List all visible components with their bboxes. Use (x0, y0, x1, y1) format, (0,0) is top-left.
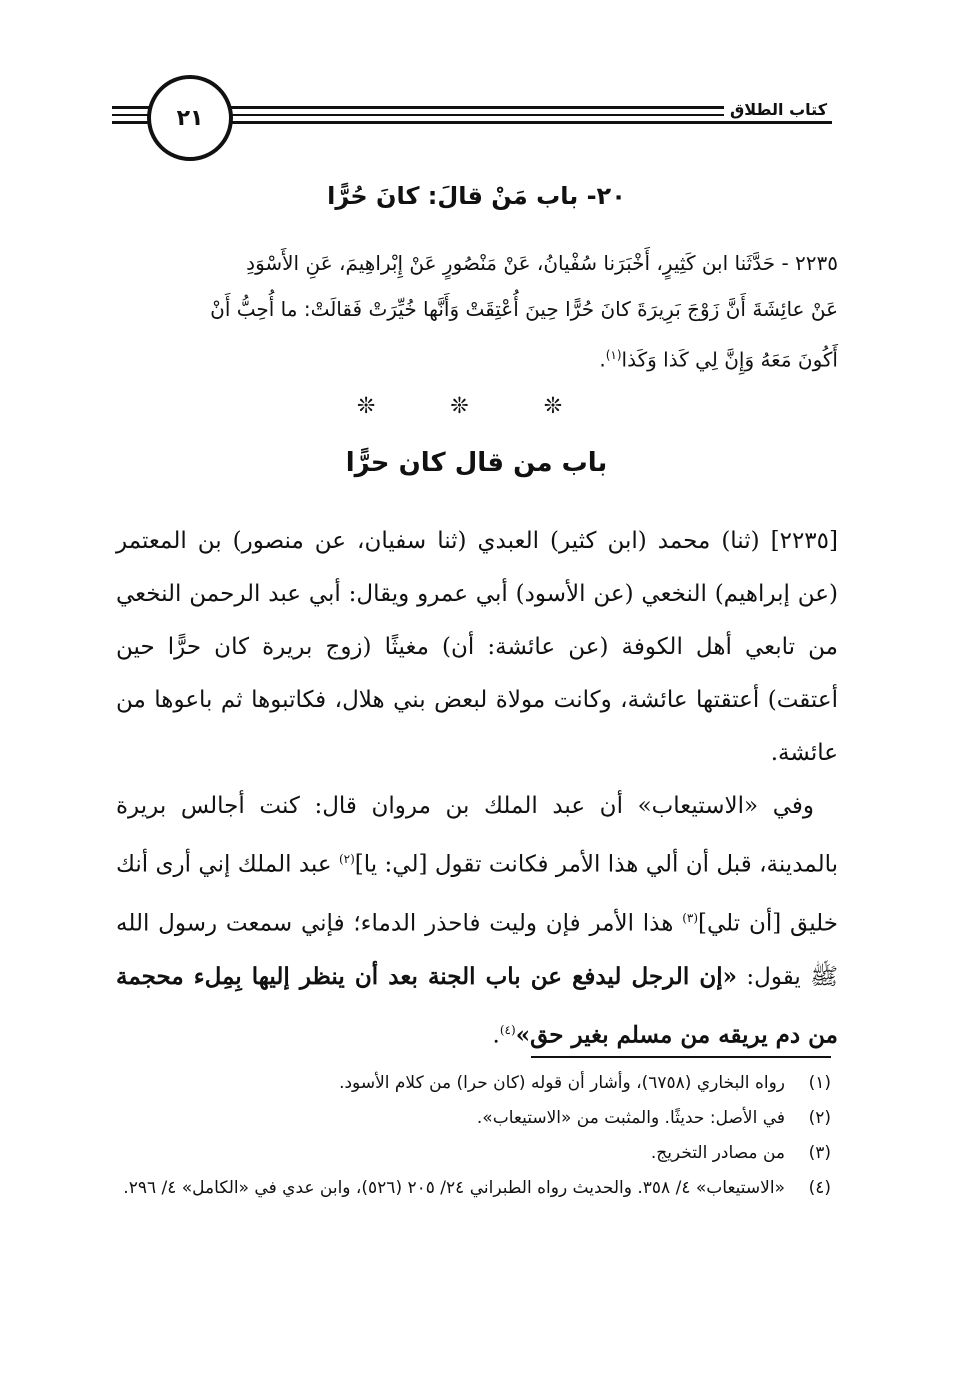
footnote-separator (531, 1056, 831, 1058)
hadith-line: عَنْ عائِشَةَ أَنَّ زَوْجَ بَرِيرَةَ كانَ حُرًّا حِينَ أُعْتِقَتْ وَأَنَّها خُيِّرَتْ فَقالَتْ: ما أُحِبُّ أَنْ (210, 297, 838, 321)
footnote-number: (٤) (808, 1178, 831, 1198)
running-header-title: كتاب الطلاق (724, 100, 833, 119)
footnote-text: رواه البخاري (٦٧٥٨)، وأشار أن قوله (كان حرا) من كلام الأسود. (339, 1073, 785, 1093)
footnote-number: (١) (808, 1073, 831, 1093)
footnote-text: من مصادر التخريج. (650, 1143, 785, 1163)
footnote-item (119, 1171, 831, 1206)
commentary-paragraph: وفي «الاستيعاب» أن عبد الملك بن مروان قال: كنت أجالس بريرة بالمدينة، قبل أن ألي هذا الأمر فكانت تقول [لي: يا]$^{(٢)}$ عبد الملك إني أرى أنك خليق [أن تلي]$^{(٣)}$ هذا الأمر فإن وليت فاحذر الدماء؛ فإني سمعت رسول الله ﷺ يقول: «إن الرجل ليدفع عن باب الجنة بعد أن ينظر إليها بِمِلء محجمة من دم يريقه من مسلم بغير حق»$^{(٤)}$. (116, 793, 838, 1049)
page-number-badge (147, 75, 233, 161)
commentary-text (116, 515, 838, 1063)
hadith-text (116, 240, 838, 383)
section-divider-stars: ❊ ❊ ❊ (356, 394, 597, 419)
footnote-ref[interactable]: (١) (605, 348, 622, 362)
footnote-item (119, 1066, 831, 1101)
footnote-ref[interactable]: (٤) (499, 1023, 516, 1038)
footnote-ref[interactable]: (٢) (338, 852, 355, 866)
chapter-title: ٢٠- باب مَنْ قالَ: كانَ حُرًّا (327, 182, 626, 210)
footnote-number: (٢) (808, 1108, 831, 1128)
hadith-line: أَكُونَ مَعَهُ وَإِنَّ لِي كَذا وَكَذا$^{(١)}$. (599, 347, 838, 372)
footnote-item (119, 1136, 831, 1171)
footnote-text: «الاستيعاب» ٤/ ٣٥٨. والحديث رواه الطبراني ٢٤/ ٢٠٥ (٥٢٦)، وابن عدي في «الكامل» ٤/ ٢٩٦. (123, 1178, 785, 1198)
commentary-title: باب من قال كان حرًّا (345, 448, 608, 478)
footnote-item (119, 1101, 831, 1136)
quoted-hadith: «إن الرجل ليدفع عن باب الجنة بعد أن ينظر إليها بِمِلء محجمة من دم يريقه من مسلم بغير حق» (116, 963, 838, 1049)
footnote-number: (٣) (808, 1143, 831, 1163)
footnote-ref[interactable]: (٣) (682, 910, 699, 925)
commentary-paragraph: [٢٢٣٥] (ثنا) محمد (ابن كثير) العبدي (ثنا سفيان، عن منصور) بن المعتمر (عن إبراهيم) النخعي (عن الأسود) أبي عمرو ويقال: أبي عبد الرحمن النخعي من تابعي أهل الكوفة (عن عائشة: أن) مغيثًا (زوج بريرة كان حرًّا حين أعتقت) أعتقتها عائشة، وكانت مولاة لبعض بني هلال، فكاتبوها ثم باعوها من عائشة. (116, 528, 838, 766)
footnote-text: في الأصل: حديثًا. والمثبت من «الاستيعاب». (476, 1108, 785, 1128)
footnotes (119, 1066, 831, 1206)
hadith-line: ٢٢٣٥ - حَدَّثَنا ابن كَثِيرٍ، أَخْبَرَنا سُفْيانُ، عَنْ مَنْصُورٍ عَنْ إِبْراهِيمَ، عَنِ الأَسْوَدِ (246, 251, 838, 275)
page-number: ٢١ (176, 105, 204, 131)
